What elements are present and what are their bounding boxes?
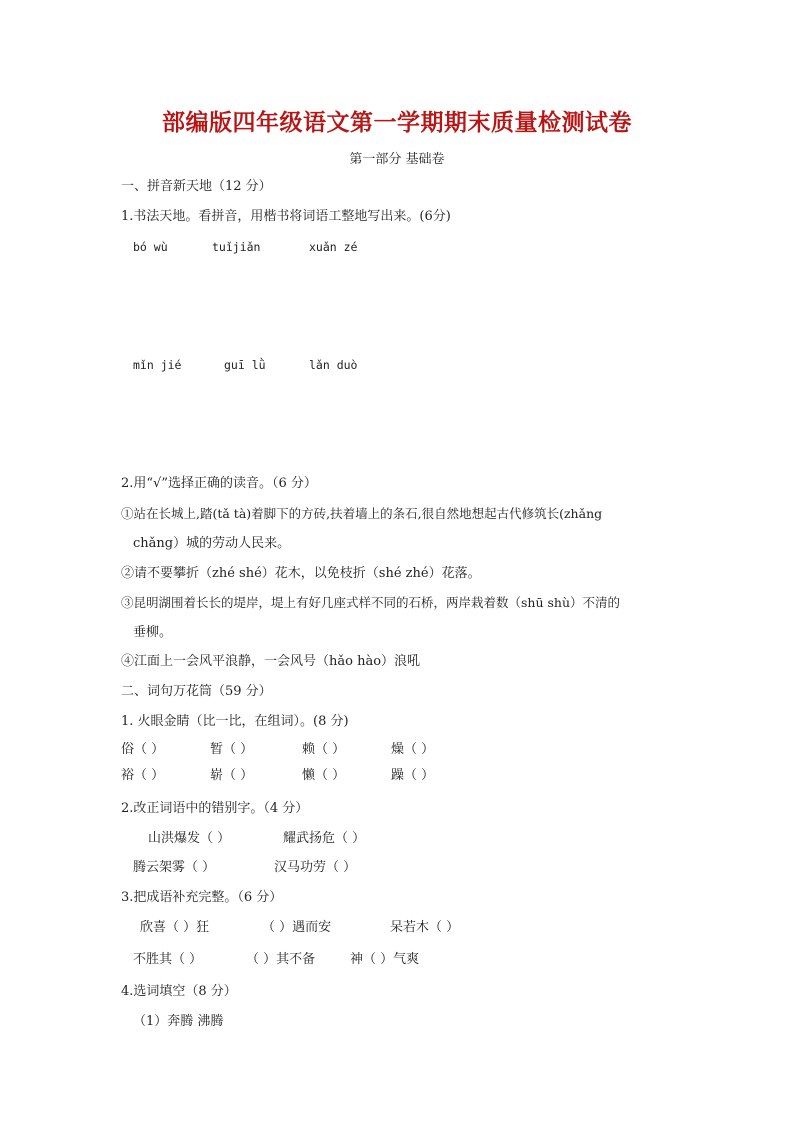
- idiom-4: 不胜其（ ）: [133, 952, 203, 967]
- pinyin-5: guī lǜ: [224, 358, 266, 372]
- pinyin-1: bó wù: [133, 240, 168, 254]
- q2-item-3: ③昆明湖围着长长的堤岸，堤上有好几座式样不同的石桥，两岸栽着数（shū shù）不清的: [121, 595, 621, 610]
- q2-item-1-cont: chǎng）城的劳动人民来。: [133, 536, 291, 551]
- idiom-2: （ ）遇而安: [262, 920, 332, 935]
- typo-word-1: 山洪爆发（ ）: [148, 831, 231, 846]
- q2-item-2: ②请不要攀折（zhé shé）花木，以免枝折（shé zhé）花落。: [121, 566, 481, 581]
- typo-word-4: 汉马功劳（ ）: [274, 860, 357, 875]
- section2-heading: 二、词句万花筒（59 分）: [121, 684, 272, 699]
- compare-word-8: 躁（ ）: [391, 768, 435, 783]
- question-1-2: 2.用“√”选择正确的读音。（6 分）: [121, 476, 317, 491]
- q2-item-3-cont: 垂柳。: [133, 625, 173, 640]
- page-title: 部编版四年级语文第一学期期末质量检测试卷: [162, 110, 632, 136]
- compare-word-7: 懒（ ）: [302, 768, 346, 783]
- compare-word-4: 燥（ ）: [391, 742, 435, 757]
- q2-item-1: ①站在长城上,踏(tǎ tà)着脚下的方砖,扶着墙上的条石,很自然地想起古代修筑长(zhǎng: [121, 506, 603, 521]
- pinyin-2: tuǐjiǎn: [212, 240, 261, 254]
- idiom-6: 神（ ）气爽: [350, 952, 420, 967]
- question-2-2: 2.改正词语中的错别字。（4 分）: [121, 801, 309, 816]
- fill-word-options-1: （1）奔腾 沸腾: [133, 1014, 224, 1029]
- pinyin-6: lǎn duò: [309, 358, 358, 372]
- question-1-1: 1.书法天地。看拼音，用楷书将词语工整地写出来。(6分): [121, 209, 451, 224]
- compare-word-3: 赖（ ）: [302, 742, 346, 757]
- pinyin-4: mǐn jié: [133, 358, 182, 372]
- idiom-1: 欣喜（ ）狂: [140, 920, 210, 935]
- question-2-3: 3.把成语补充完整。（6 分）: [121, 890, 283, 905]
- compare-word-6: 崭（ ）: [210, 768, 254, 783]
- compare-word-1: 俗（ ）: [121, 742, 165, 757]
- typo-word-3: 腾云架雾（ ）: [133, 860, 216, 875]
- question-2-4: 4.选词填空（8 分）: [121, 984, 237, 999]
- page-subtitle: 第一部分 基础卷: [349, 152, 445, 167]
- pinyin-3: xuǎn zé: [309, 240, 358, 254]
- q2-item-4: ④江面上一会风平浪静，一会风号（hǎo hào）浪吼: [121, 654, 421, 669]
- idiom-3: 呆若木（ ）: [390, 920, 460, 935]
- section1-heading: 一、拼音新天地（12 分）: [121, 179, 272, 194]
- question-2-1: 1. 火眼金睛（比一比，在组词）。(8 分): [121, 714, 349, 729]
- compare-word-5: 裕（ ）: [121, 768, 165, 783]
- compare-word-2: 暂（ ）: [210, 742, 254, 757]
- idiom-5: （ ）其不备: [246, 952, 316, 967]
- typo-word-2: 耀武扬危（ ）: [283, 831, 366, 846]
